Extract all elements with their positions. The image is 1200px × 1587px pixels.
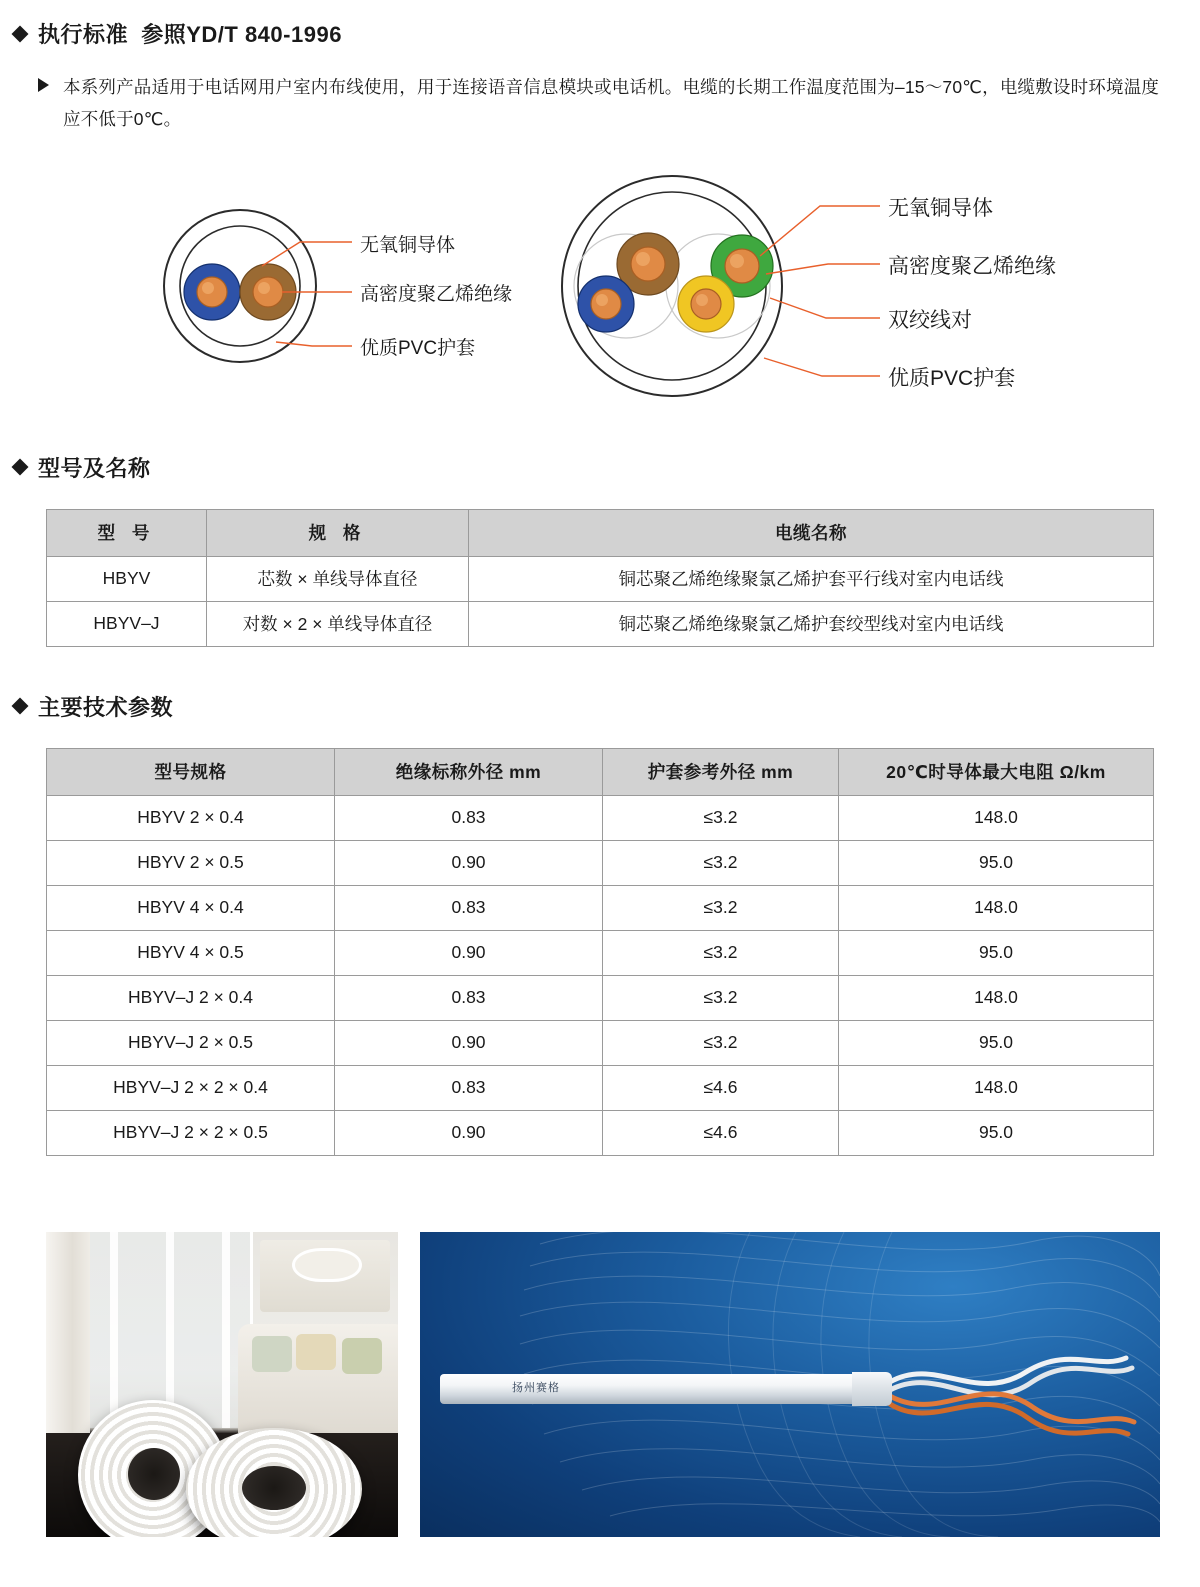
section-header-standard (14, 18, 1200, 49)
cable-jacket (440, 1374, 860, 1404)
model-cell-model: HBYV–J (47, 601, 207, 646)
spec-cell-model: HBYV–J 2 × 0.4 (47, 975, 335, 1020)
spec-cell-model: HBYV 4 × 0.5 (47, 930, 335, 975)
spec-cell-resistance: 148.0 (839, 975, 1154, 1020)
spec-header-resistance: 20℃时导体最大电阻 Ω/km (839, 748, 1154, 795)
table-row (47, 1065, 1154, 1110)
spec-cell-resistance: 95.0 (839, 1020, 1154, 1065)
table-row (47, 1110, 1154, 1155)
spec-cell-model: HBYV 2 × 0.5 (47, 840, 335, 885)
cushion-decor (342, 1338, 382, 1374)
spec-cell-sheath-od: ≤3.2 (603, 975, 839, 1020)
cable-brand-label: 扬州赛格 (512, 1382, 560, 1394)
spec-cell-model: HBYV 2 × 0.4 (47, 795, 335, 840)
model-name-table (46, 509, 1154, 647)
table-header-row (47, 509, 1154, 556)
triangle-bullet-icon (38, 78, 49, 92)
section-title-model-name: 型号及名称 (38, 455, 151, 481)
spec-cell-resistance: 95.0 (839, 930, 1154, 975)
section-header-model-name (14, 452, 1200, 483)
spec-cell-sheath-od: ≤3.2 (603, 885, 839, 930)
spec-cell-insulation-od: 0.83 (335, 1065, 603, 1110)
spec-cell-model: HBYV–J 2 × 0.5 (47, 1020, 335, 1065)
table-row (47, 930, 1154, 975)
spec-cell-insulation-od: 0.83 (335, 975, 603, 1020)
cushion-decor (296, 1334, 336, 1370)
spec-cell-insulation-od: 0.83 (335, 885, 603, 930)
diagram-label-left-sheath: 优质PVC护套 (360, 337, 476, 359)
spec-cell-insulation-od: 0.90 (335, 1020, 603, 1065)
product-photos (46, 1232, 1160, 1537)
spec-cell-sheath-od: ≤4.6 (603, 1110, 839, 1155)
table-row (47, 975, 1154, 1020)
diagram-label-right-conductor: 无氧铜导体 (888, 196, 993, 220)
spec-cell-insulation-od: 0.90 (335, 840, 603, 885)
spec-cell-sheath-od: ≤3.2 (603, 930, 839, 975)
spec-cell-resistance: 95.0 (839, 840, 1154, 885)
spec-cell-sheath-od: ≤4.6 (603, 1065, 839, 1110)
table-row (47, 795, 1154, 840)
spec-cell-insulation-od: 0.90 (335, 1110, 603, 1155)
model-table-header-cable-name: 电缆名称 (469, 509, 1154, 556)
diagram-label-right-insulation: 高密度聚乙烯绝缘 (888, 254, 1056, 278)
section-title-standard: 执行标准 参照YD/T 840-1996 (38, 22, 342, 47)
table-row (47, 601, 1154, 646)
spec-header-sheath-od: 护套参考外径 mm (603, 748, 839, 795)
diamond-bullet-icon (12, 459, 29, 476)
model-cell-spec: 对数 × 2 × 单线导体直径 (207, 601, 469, 646)
model-table-header-spec: 规 格 (207, 509, 469, 556)
spec-cell-resistance: 148.0 (839, 1065, 1154, 1110)
cable-structure-diagram (0, 146, 1200, 446)
cable-cross-section-svg (0, 146, 1200, 446)
product-photo-indoor-coils (46, 1232, 398, 1537)
table-row (47, 556, 1154, 601)
cable-coil-hole (128, 1448, 180, 1500)
spec-cell-sheath-od: ≤3.2 (603, 1020, 839, 1065)
spec-cell-model: HBYV–J 2 × 2 × 0.4 (47, 1065, 335, 1110)
spec-header-model: 型号规格 (47, 748, 335, 795)
spec-cell-resistance: 95.0 (839, 1110, 1154, 1155)
diagram-label-left-conductor: 无氧铜导体 (360, 234, 456, 256)
product-photo-twisted-pair (420, 1232, 1160, 1537)
standard-description-text: 本系列产品适用于电话网用户室内布线使用，用于连接语音信息模块或电话机。电缆的长期工作温度范围为–15～70℃，电缆敷设时环境温度应不低于0℃。 (63, 77, 1160, 130)
cushion-decor (252, 1336, 292, 1372)
spec-cell-sheath-od: ≤3.2 (603, 840, 839, 885)
table-row (47, 885, 1154, 930)
spec-header-insulation-od: 绝缘标称外径 mm (335, 748, 603, 795)
table-row (47, 840, 1154, 885)
section-title-tech-params: 主要技术参数 (38, 694, 174, 720)
spec-cell-sheath-od: ≤3.2 (603, 795, 839, 840)
diagram-label-left-insulation: 高密度聚乙烯绝缘 (360, 283, 513, 305)
model-table-header-model: 型 号 (47, 509, 207, 556)
spec-cell-resistance: 148.0 (839, 795, 1154, 840)
model-cell-name: 铜芯聚乙烯绝缘聚氯乙烯护套绞型线对室内电话线 (469, 601, 1154, 646)
spec-cell-model: HBYV 4 × 0.4 (47, 885, 335, 930)
curtain-decor (46, 1232, 90, 1446)
standard-description (0, 71, 1200, 136)
table-header-row (47, 748, 1154, 795)
diamond-bullet-icon (12, 25, 29, 42)
tech-params-table (46, 748, 1154, 1156)
model-cell-name: 铜芯聚乙烯绝缘聚氯乙烯护套平行线对室内电话线 (469, 556, 1154, 601)
model-cell-model: HBYV (47, 556, 207, 601)
model-cell-spec: 芯数 × 单线导体直径 (207, 556, 469, 601)
cable-jacket-end (852, 1372, 892, 1406)
spec-cell-insulation-od: 0.90 (335, 930, 603, 975)
diamond-bullet-icon (12, 698, 29, 715)
spec-cell-resistance: 148.0 (839, 885, 1154, 930)
cable-coil-hole (242, 1466, 306, 1510)
diagram-label-right-twisted-pair: 双绞线对 (888, 308, 972, 332)
section-header-tech-params (14, 691, 1200, 722)
spec-cell-model: HBYV–J 2 × 2 × 0.5 (47, 1110, 335, 1155)
plate-decor (292, 1248, 362, 1282)
diagram-label-right-sheath: 优质PVC护套 (888, 366, 1016, 390)
table-row (47, 1020, 1154, 1065)
spec-cell-insulation-od: 0.83 (335, 795, 603, 840)
